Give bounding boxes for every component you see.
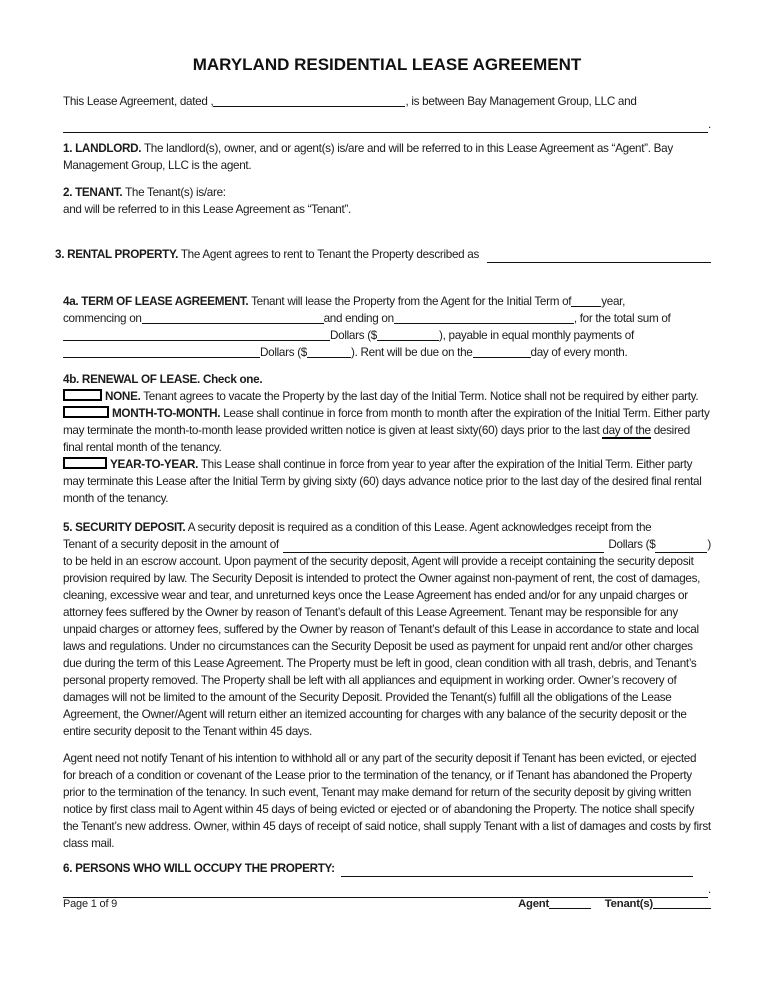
deposit-words-blank[interactable] [283, 539, 605, 553]
monthly-payment-words-blank[interactable] [63, 344, 260, 358]
deposit-amount-blank[interactable] [655, 539, 707, 553]
footer-tenant-initials-blank[interactable] [653, 896, 711, 909]
term-l3a-text: Dollars ($ [330, 329, 378, 342]
term-line-2 [63, 310, 711, 327]
renewal-yty-label: YEAR-TO-YEAR. [110, 458, 199, 471]
intro-line2 [63, 116, 711, 133]
renewal-none-label: NONE. [105, 390, 141, 403]
renewal-none-checkbox[interactable] [63, 389, 102, 401]
landlord-heading: 1. LANDLORD. [63, 142, 142, 155]
date-blank[interactable] [213, 93, 405, 107]
rental-property-body-text: The Agent agrees to rent to Tenant the Property described as [178, 248, 480, 261]
renewal-m2m-label: MONTH-TO-MONTH. [112, 407, 221, 420]
occupants-blank[interactable] [341, 863, 693, 877]
term-years-blank[interactable] [571, 293, 601, 307]
security-deposit-heading: 5. SECURITY DEPOSIT. [63, 521, 186, 534]
section-rental-property [55, 246, 711, 263]
intro-line [63, 93, 711, 110]
deposit-l1-text: A security deposit is required as a condition of this Lease. Agent acknowledges receipt from the [185, 521, 652, 534]
term-l2c-text: , for the total sum of [573, 312, 671, 325]
deposit-paragraph-1: to be held in an escrow account. Upon payment of the security deposit, Agent will provide a receipt containing the security deposit provision required by law. The Security Deposit is intended to protect the Owner against non-payment of rent, the cost of damages, cleaning, excessive wear and tear, and unreturned keys once the Lease Agreement has ended and/or for any unpaid charges or attorney fees suffered by the Owner by reason of Tenant’s default of this Lease Agreement. Tenant may be responsible for any unpaid charges or attorney fees, suffered by the Owner by reason of Tenant’s default of this Lease in accordance to state and local laws and regulations. Under no circumstances can the Security Deposit be used as payment for unpaid rent and/or other charges due during the term of this Lease Agreement. The Property must be left in good, clean condition with all trash, debris, and Tenant’s personal property removed. The Property shall be left with all appliances and equipment in working order. Owner’s recovery of damages will not be limited to the amount of the Security Deposit. Provided the Tenant(s) fulfill all the obligations of the Lease Agreement, the Owner/Agent will return either an itemized accounting for charges with any balance of the security deposit or the entire security deposit to the Tenant within 45 days. [63, 555, 701, 738]
total-sum-amount-blank[interactable] [377, 327, 439, 341]
commencement-date-blank[interactable] [142, 310, 324, 324]
intro-after-text: , is between Bay Management Group, LLC and [405, 95, 637, 108]
section-tenant [63, 184, 711, 218]
intro-line2-period: . [708, 118, 711, 131]
term-l2b-text: and ending on [323, 312, 394, 325]
term-l4b-text: ). Rent will be due on the [351, 346, 473, 359]
term-l1b-text: year, [601, 295, 626, 308]
property-description-blank[interactable] [487, 249, 711, 263]
deposit-l2b-text: Dollars ($ [608, 538, 656, 551]
deposit-l2a-text: Tenant of a security deposit in the amount of [63, 538, 279, 551]
section-renewal-of-lease [63, 371, 711, 507]
renewal-option-year-to-year [63, 456, 711, 507]
renewal-month-to-month-checkbox[interactable] [63, 406, 109, 418]
section-security-deposit [63, 519, 711, 852]
page-number: Page 1 of 9 [63, 898, 118, 910]
tenant-line2-text: and will be referred to in this Lease Agreement as “Tenant”. [63, 203, 351, 216]
footer-tenant-label: Tenant(s) [604, 898, 653, 910]
end-date-blank[interactable] [394, 310, 574, 324]
section-occupants [63, 860, 711, 898]
deposit-line-1 [63, 519, 711, 536]
occupants-line-1 [63, 860, 711, 877]
total-sum-words-blank[interactable] [63, 327, 330, 341]
rental-property-heading: 3. RENTAL PROPERTY. [55, 248, 179, 261]
occupants-heading: 6. PERSONS WHO WILL OCCUPY THE PROPERTY: [63, 862, 335, 875]
document-title: MARYLAND RESIDENTIAL LEASE AGREEMENT [192, 55, 582, 74]
term-line-3 [63, 327, 711, 344]
term-l4a-text: Dollars ($ [260, 346, 308, 359]
term-line-4 [63, 344, 711, 361]
tenant-line1-text: The Tenant(s) is/are: [122, 186, 226, 199]
term-line-1 [63, 293, 711, 310]
renewal-option-month-to-month [63, 405, 711, 456]
rent-due-day-blank[interactable] [473, 344, 531, 358]
renewal-yty-text: This Lease shall continue in force from year to year after the expiration of the Initial Term. Either party may terminate this Lease after the Initial Term by giving sixty (60) days advance notice prior to the last day of the desired final rental month of the tenancy. [63, 458, 702, 505]
renewal-none-text: Tenant agrees to vacate the Property by the last day of the Initial Term. Notice shall not be required by either party. [140, 390, 699, 403]
occupants-line2-period: . [708, 883, 711, 896]
renewal-m2m-text2: desired final rental month of the tenancy. [63, 424, 690, 454]
tenant-heading: 2. TENANT. [63, 186, 123, 199]
footer-initials [518, 896, 711, 913]
term-heading: 4a. TERM OF LEASE AGREEMENT. [63, 295, 249, 308]
term-l3b-text: ), payable in equal monthly payments of [439, 329, 634, 342]
deposit-l2c-text: ) [707, 538, 711, 551]
term-l4c-text: day of every month. [530, 346, 628, 359]
renewal-year-to-year-checkbox[interactable] [63, 457, 107, 469]
deposit-line-2 [63, 536, 711, 553]
counterparty-blank[interactable] [63, 119, 708, 133]
term-l1a-text: Tenant will lease the Property from the Agent for the Initial Term of [248, 295, 572, 308]
monthly-payment-amount-blank[interactable] [307, 344, 351, 358]
page-footer [63, 896, 711, 913]
landlord-body-text: The landlord(s), owner, and or agent(s) is/are and will be referred to in this Lease Agreement as “Agent”. Bay Management Group, LLC is the agent. [63, 142, 673, 172]
section-landlord [63, 140, 711, 174]
footer-agent-label: Agent [518, 898, 550, 910]
section-term-of-lease [63, 293, 711, 361]
renewal-m2m-text1: Lease shall continue in force from month to month after the expiration of the Initial Term. Either party may terminate the month-to-month lease provided written notice is given at least sixty(60) days prior to the last [63, 407, 710, 437]
renewal-m2m-underlined-text: day of the [602, 424, 651, 437]
term-l2a-text: commencing on [63, 312, 142, 325]
renewal-option-none [63, 388, 711, 405]
deposit-paragraph-2: Agent need not notify Tenant of his intention to withhold all or any part of the security deposit if Tenant has been evicted, or ejected for breach of a condition or covenant of the Lease prior to the termination of the tenancy, or if Tenant has abandoned the Property prior to the termination of the tenancy. In such event, Tenant may make demand for return of the security deposit by giving written notice by first class mail to Agent within 45 days of being evicted or ejected or of abandoning the Property. The notice shall specify the Tenant’s new address. Owner, within 45 days of receipt of said notice, shall supply Tenant with a list of damages and costs by first class mail. [63, 752, 711, 850]
footer-agent-initials-blank[interactable] [549, 896, 591, 909]
intro-lead-text: This Lease Agreement, dated , [63, 95, 214, 108]
renewal-heading: 4b. RENEWAL OF LEASE. Check one. [63, 373, 263, 386]
